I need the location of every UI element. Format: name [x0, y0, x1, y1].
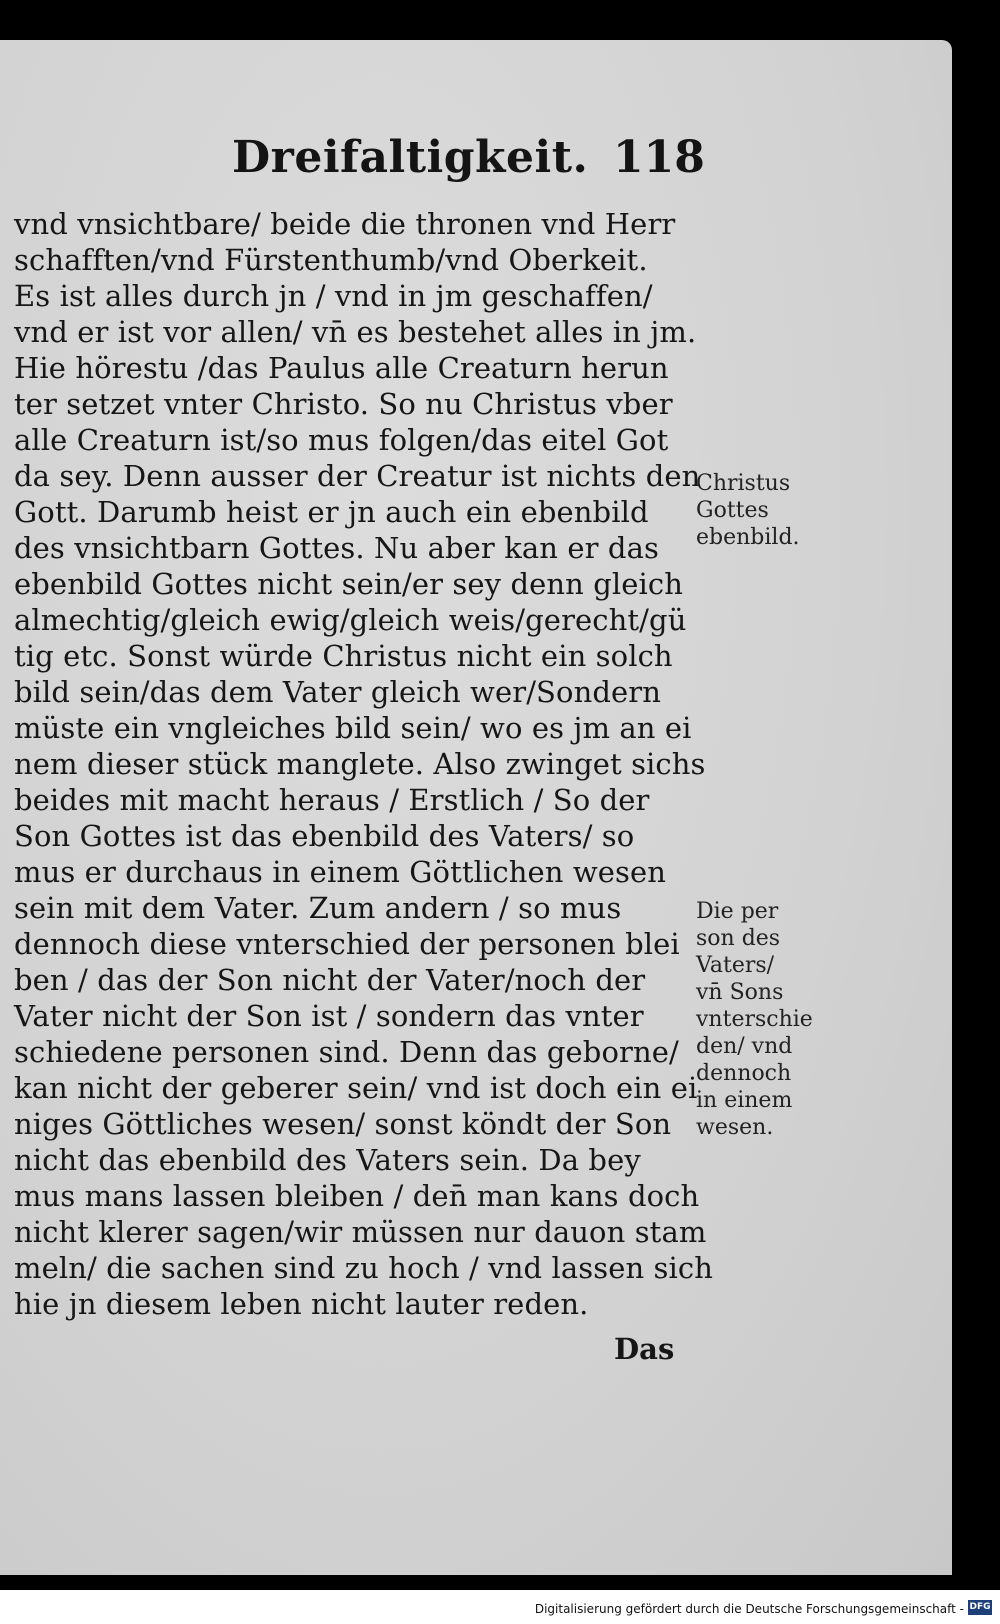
- text-line: hie jn diesem leben nicht lauter reden.: [14, 1287, 589, 1321]
- margin-note-line: Die per: [696, 899, 779, 924]
- text-line: bild sein/das dem Vater gleich wer/Sondern: [14, 675, 662, 709]
- margin-note-line: Christus: [696, 471, 791, 496]
- text-line: Son Gottes ist das ebenbild des Vaters/ so: [14, 819, 635, 853]
- text-line: vnd er ist vor allen/ vn̄ es bestehet alles in jm.: [14, 315, 697, 349]
- text-line: Hie hörestu /das Paulus alle Creaturn herun: [14, 351, 669, 385]
- text-line: des vnsichtbarn Gottes. Nu aber kan er das: [14, 531, 659, 565]
- text-line: almechtig/gleich ewig/gleich weis/gerecht/gü: [14, 603, 687, 637]
- text-line: alle Creaturn ist/so mus folgen/das eitel Got: [14, 423, 669, 457]
- margin-note-line: son des: [696, 926, 781, 951]
- margin-note-line: Gottes: [696, 498, 769, 523]
- text-line: meln/ die sachen sind zu hoch / vnd lassen sich: [14, 1251, 714, 1285]
- text-line: schiedene personen sind. Denn das geborne/: [14, 1035, 679, 1069]
- text-line: nem dieser stück manglete. Also zwinget sichs: [14, 747, 706, 781]
- text-line: kan nicht der geberer sein/ vnd ist doch ein ei: [14, 1071, 698, 1105]
- text-line: sein mit dem Vater. Zum andern / so mus: [14, 891, 622, 925]
- margin-note-line: wesen.: [696, 1115, 774, 1140]
- text-line: mus er durchaus in einem Göttlichen wesen: [14, 855, 667, 889]
- margin-note-line: vnterschie: [696, 1007, 813, 1032]
- text-line: niges Göttliches wesen/ sonst köndt der Son: [14, 1107, 672, 1141]
- margin-note-line: dennoch: [696, 1061, 792, 1086]
- text-line: beides mit macht heraus / Erstlich / So der: [14, 783, 650, 817]
- text-line: nicht das ebenbild des Vaters sein. Da bey: [14, 1143, 641, 1177]
- margin-note-personen: [696, 898, 813, 1141]
- text-line: ebenbild Gottes nicht sein/er sey denn gleich: [14, 567, 684, 601]
- text-line: schafften/vnd Fürstenthumb/vnd Oberkeit.: [14, 243, 648, 277]
- dfg-logo: DFG: [968, 1600, 992, 1615]
- text-line: Es ist alles durch jn / vnd in jm geschaffen/: [14, 279, 653, 313]
- margin-note-line: ebenbild.: [696, 525, 800, 550]
- text-line: da sey. Denn ausser der Creatur ist nichts den: [14, 459, 701, 493]
- margin-note-line: vn̄ Sons: [696, 980, 784, 1005]
- text-line: nicht klerer sagen/wir müssen nur dauon stam: [14, 1215, 707, 1249]
- text-line: müste ein vngleiches bild sein/ wo es jm an ei: [14, 711, 692, 745]
- body-text: [14, 206, 714, 1322]
- footer-credit: Digitalisierung gefördert durch die Deutsche Forschungsgemeinschaft -: [534, 1602, 964, 1616]
- text-line: Vater nicht der Son ist / sondern das vnter: [14, 999, 644, 1033]
- text-line: ben / das der Son nicht der Vater/noch der: [14, 963, 646, 997]
- text-line: Gott. Darumb heist er jn auch ein ebenbild: [14, 495, 649, 529]
- margin-note-line: den/ vnd: [696, 1034, 793, 1059]
- running-head-title: Dreifaltigkeit.: [232, 132, 589, 183]
- margin-note-line: Vaters/: [696, 953, 775, 978]
- page-number: 118: [613, 132, 705, 183]
- text-line: mus mans lassen bleiben / den̄ man kans doch: [14, 1179, 700, 1213]
- catchword: Das: [614, 1332, 675, 1366]
- text-line: dennoch diese vnterschied der personen blei: [14, 927, 680, 961]
- margin-note-christus: [696, 470, 800, 551]
- text-line: ter setzet vnter Christo. So nu Christus vber: [14, 387, 673, 421]
- margin-note-line: in einem: [696, 1088, 793, 1113]
- text-line: tig etc. Sonst würde Christus nicht ein solch: [14, 639, 673, 673]
- text-line: vnd vnsichtbare/ beide die thronen vnd Herr: [14, 207, 676, 241]
